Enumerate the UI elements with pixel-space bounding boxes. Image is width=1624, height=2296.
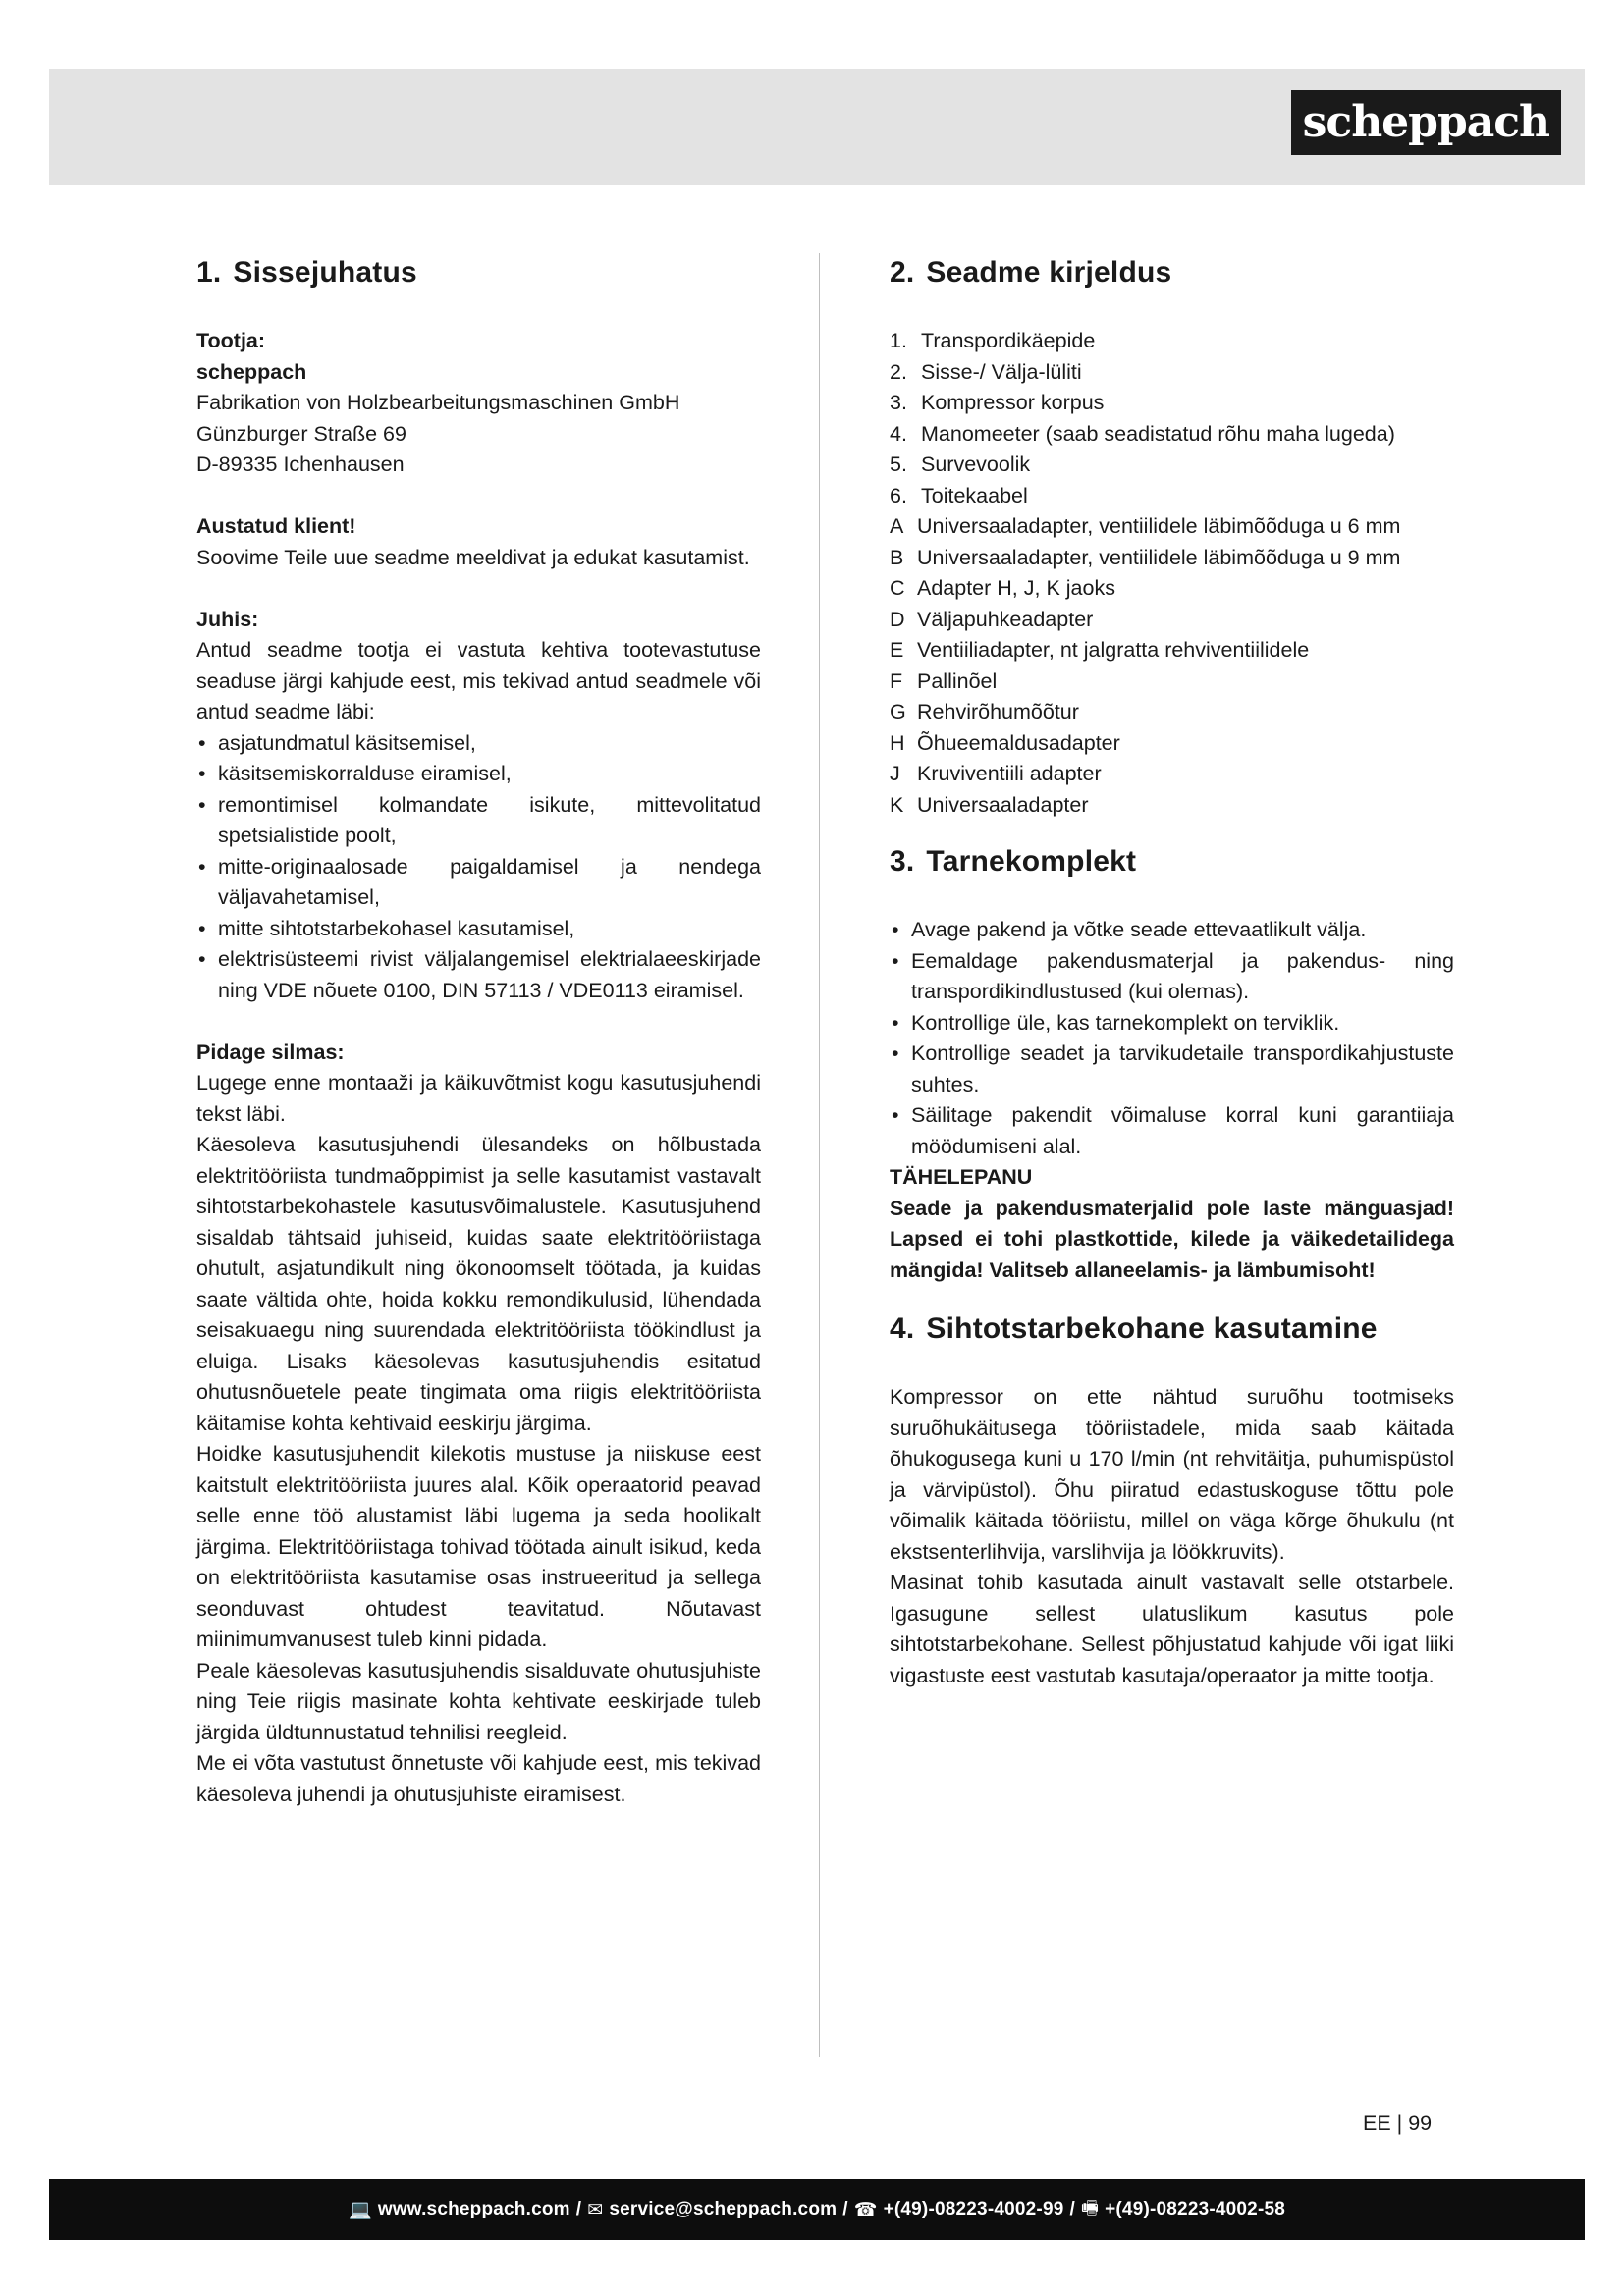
accessory-label: Õhueemaldusadapter xyxy=(917,730,1120,755)
list-item xyxy=(890,667,1454,698)
footer-fax: +(49)-08223-4002-58 xyxy=(1105,2199,1286,2219)
list-item xyxy=(890,790,1454,822)
list-item xyxy=(890,543,1454,574)
accessory-label: Universaaladapter xyxy=(917,792,1089,817)
list-item xyxy=(890,450,1454,481)
column-divider xyxy=(819,253,820,2057)
note-block xyxy=(196,605,761,1007)
list-item xyxy=(890,573,1454,605)
list-item: • käsitsemiskorralduse eiramisel, xyxy=(196,759,761,790)
footer-separator: / xyxy=(575,2199,582,2219)
accessory-key: H xyxy=(890,730,905,755)
list-item: • remontimisel kolmandate isikute, mittevolitatud spetsialistide poolt, xyxy=(196,790,761,852)
list-item: • Säilitage pakendit võimaluse korral kuni garantiiaja möödumiseni alal. xyxy=(890,1100,1454,1162)
accessory-label: Universaaladapter, ventiilidele läbimõõduga u 6 mm xyxy=(917,514,1401,538)
paragraph: Masinat tohib kasutada ainult vastavalt selle otstarbele. Igasugune sellest ulatuslikum kasutus pole sihtotstarbekohane. Sellest põhjustatud kahjude või igat liiki vigastuste eest vastutab kasutaja/operaator ja mitte tootja. xyxy=(890,1571,1454,1687)
warning-title: TÄHELEPANU xyxy=(890,1165,1033,1189)
list-item xyxy=(890,635,1454,667)
list-item xyxy=(890,419,1454,451)
accessory-label: Kruviventiili adapter xyxy=(917,762,1102,785)
paragraph: Hoidke kasutusjuhendit kilekotis mustuse ja niiskuse eest kaitstult elektritööriista juures alal. Kõik operaatorid peavad selle enne töö alustamist läbi lugema ja seda hoolikalt järgima. Elektritööriistaga tohivad töötada ainult isikud, keda on elektritööriista kasutamise osas instrueeritud ja sellega seonduvast ohtudest teavitatud. Nõutavast miinimumvanusest tuleb kinni pidada. xyxy=(196,1442,761,1651)
accessory-key: K xyxy=(890,792,904,817)
part-key: 4. xyxy=(890,421,907,446)
paragraph: Lugege enne montaaži ja käikuvõtmist kogu kasutusjuhendi tekst läbi. xyxy=(196,1071,761,1126)
accessory-label: Väljapuhkeadapter xyxy=(917,607,1094,631)
accessory-label: Pallinõel xyxy=(917,668,998,693)
part-label: Transpordikäepide xyxy=(921,329,1096,352)
list-item xyxy=(890,697,1454,728)
part-key: 3. xyxy=(890,391,907,414)
accessory-key: F xyxy=(890,668,903,693)
intended-use-block xyxy=(890,1382,1454,1691)
section-2-number: 2. xyxy=(890,256,915,289)
left-column xyxy=(196,253,761,1810)
section-1-heading xyxy=(196,253,761,293)
accessory-label: Rehvirõhumõõtur xyxy=(917,700,1079,723)
manufacturer-line: Günzburger Straße 69 xyxy=(196,421,406,446)
list-item: • Kontrollige seadet ja tarvikudetaile transpordikahjustuste suhtes. xyxy=(890,1039,1454,1100)
parts-list xyxy=(890,326,1454,511)
manufacturer-line: D-89335 Ichenhausen xyxy=(196,453,405,476)
section-3-number: 3. xyxy=(890,845,915,878)
accessory-key: G xyxy=(890,700,906,723)
section-2-heading xyxy=(890,253,1454,293)
part-label: Survevoolik xyxy=(921,453,1031,476)
accessories-list xyxy=(890,511,1454,821)
accessory-key: A xyxy=(890,514,904,538)
section-4-number: 4. xyxy=(890,1312,915,1345)
part-label: Toitekaabel xyxy=(921,483,1028,507)
section-4-title: Sihtotstarbekohane kasutamine xyxy=(926,1312,1378,1345)
manufacturer-block xyxy=(196,326,761,481)
accessory-key: B xyxy=(890,545,904,569)
section-1-number: 1. xyxy=(196,256,222,289)
list-item: • mitte sihtotstarbekohasel kasutamisel, xyxy=(196,914,761,945)
accessory-label: Ventiiliadapter, nt jalgratta rehviventiilidele xyxy=(917,638,1310,662)
list-item xyxy=(890,481,1454,512)
part-label: Manomeeter (saab seadistatud rõhu maha lugeda) xyxy=(921,421,1395,446)
manufacturer-line: Fabrikation von Holzbearbeitungsmaschinen GmbH xyxy=(196,391,680,414)
part-key: 6. xyxy=(890,483,907,507)
accessory-label: Adapter H, J, K jaoks xyxy=(917,576,1115,600)
scheppach-logo: scheppach xyxy=(1291,90,1561,155)
page-number: EE | 99 xyxy=(1363,2111,1433,2135)
warning-text: Seade ja pakendusmaterjalid pole laste mänguasjad! Lapsed ei tohi plastkottide, kilede ja väikedetailidega mängida! Valitseb allaneelamis- ja lämbumisoht! xyxy=(890,1196,1454,1282)
dear-customer-label: Austatud klient! xyxy=(196,514,356,538)
footer-bar xyxy=(49,2179,1585,2240)
list-item: • elektrisüsteemi rivist väljalangemisel elektrialaeeskirjade ning VDE nõuete 0100, DIN 57113 / VDE0113 eiramisel. xyxy=(196,944,761,1006)
list-item: • Avage pakend ja võtke seade ettevaatlikult välja. xyxy=(890,915,1454,946)
note-bullet-list xyxy=(196,728,761,1007)
list-item: • Eemaldage pakendusmaterjal ja pakendus- ning transpordikindlustused (kui olemas). xyxy=(890,946,1454,1008)
note-label: Juhis: xyxy=(196,607,259,631)
accessory-label: Universaaladapter, ventiilidele läbimõõduga u 9 mm xyxy=(917,545,1401,569)
accessory-key: E xyxy=(890,638,904,662)
part-key: 5. xyxy=(890,453,907,476)
header-band xyxy=(49,69,1585,185)
observe-block xyxy=(196,1038,761,1811)
delivery-bullet-list xyxy=(890,915,1454,1162)
list-item: • asjatundmatul käsitsemisel, xyxy=(196,728,761,760)
monitor-icon: 💻 xyxy=(348,2200,372,2220)
list-item xyxy=(890,759,1454,790)
accessory-key: C xyxy=(890,576,905,600)
list-item xyxy=(890,388,1454,419)
section-3-heading xyxy=(890,842,1454,881)
list-item xyxy=(890,357,1454,389)
fax-icon: 🖷 xyxy=(1080,2198,1100,2218)
section-1-title: Sissejuhatus xyxy=(233,256,417,289)
paragraph: Me ei võta vastutust õnnetuste või kahjude eest, mis tekivad käesoleva juhendi ja ohutusjuhiste eiramisest. xyxy=(196,1751,761,1806)
list-item: • mitte-originaalosade paigaldamisel ja nendega väljavahetamisel, xyxy=(196,852,761,914)
footer-email-link[interactable]: service@scheppach.com xyxy=(609,2199,838,2219)
paragraph: Käesoleva kasutusjuhendi ülesandeks on hõlbustada elektritööriista tundmaõppimist ja selle kasutamist vastavalt sihtotstarbekohastele kasutusvõimalustele. Kasutusjuhend sisaldab tähtsaid juhiseid, kuidas saate elektritööriistaga ohutult, asjatundikult ning ökonoomselt töötada, ja kuidas saate vältida ohte, hoida kokku remondikulusid, lühendada seisakuaegu ning suurendada elektritööriista töökindlust ja eluiga. Lisaks käesolevas kasutusjuhendis esitatud ohutusnõuetele peate tingimata oma riigis elektritööriista käitamise kohta kehtivaid eeskirju järgima. xyxy=(196,1133,761,1435)
section-4-heading xyxy=(890,1309,1454,1349)
list-item xyxy=(890,511,1454,543)
phone-icon: ☎ xyxy=(853,2199,878,2220)
accessory-key: D xyxy=(890,607,905,631)
paragraph: Peale käesolevas kasutusjuhendis sisalduvate ohutusjuhiste ning Teie riigis masinate kohta kehtivate eeskirjade tuleb järgida üldtunnustatud tehnilisi reegleid. xyxy=(196,1658,761,1744)
manufacturer-label: Tootja: xyxy=(196,329,266,352)
note-text: Antud seadme tootja ei vastuta kehtiva tootevastutuse seaduse järgi kahjude eest, mis tekivad antud seadmele või antud seadme läbi: xyxy=(196,638,761,723)
paragraph: Kompressor on ette nähtud suruõhu tootmiseks suruõhukäitusega tööriistadele, mida saab käitada õhukogusega kuni u 170 l/min (nt rehvitäitja, puhumispüstol ja värvipüstol). Õhu piiratud edastuskoguse tõttu pole võimalik käitada tööriistu, millel on väga kõrge õhukulu (nt ekstsenterlihvija, varslihvija ja löökkruvits). xyxy=(890,1385,1454,1564)
footer-separator: / xyxy=(842,2199,848,2219)
accessory-key: J xyxy=(890,762,900,785)
manufacturer-name: scheppach xyxy=(196,359,307,384)
observe-label: Pidage silmas: xyxy=(196,1040,345,1064)
part-key: 2. xyxy=(890,359,907,384)
section-3-title: Tarnekomplekt xyxy=(926,845,1137,878)
list-item xyxy=(890,326,1454,357)
dear-customer-block xyxy=(196,511,761,573)
list-item xyxy=(890,728,1454,760)
footer-phone: +(49)-08223-4002-99 xyxy=(883,2199,1064,2219)
part-label: Kompressor korpus xyxy=(921,391,1105,414)
right-column xyxy=(890,253,1454,1691)
dear-customer-text: Soovime Teile uue seadme meeldivat ja edukat kasutamist. xyxy=(196,545,750,569)
footer-separator: / xyxy=(1069,2199,1075,2219)
section-2-title: Seadme kirjeldus xyxy=(926,256,1172,289)
list-item xyxy=(890,605,1454,636)
mail-icon: ✉ xyxy=(587,2199,604,2220)
footer-website-link[interactable]: www.scheppach.com xyxy=(377,2199,570,2219)
part-label: Sisse-/ Välja-lüliti xyxy=(921,359,1082,384)
warning-block xyxy=(890,1162,1454,1286)
part-key: 1. xyxy=(890,329,907,352)
list-item: • Kontrollige üle, kas tarnekomplekt on terviklik. xyxy=(890,1008,1454,1040)
